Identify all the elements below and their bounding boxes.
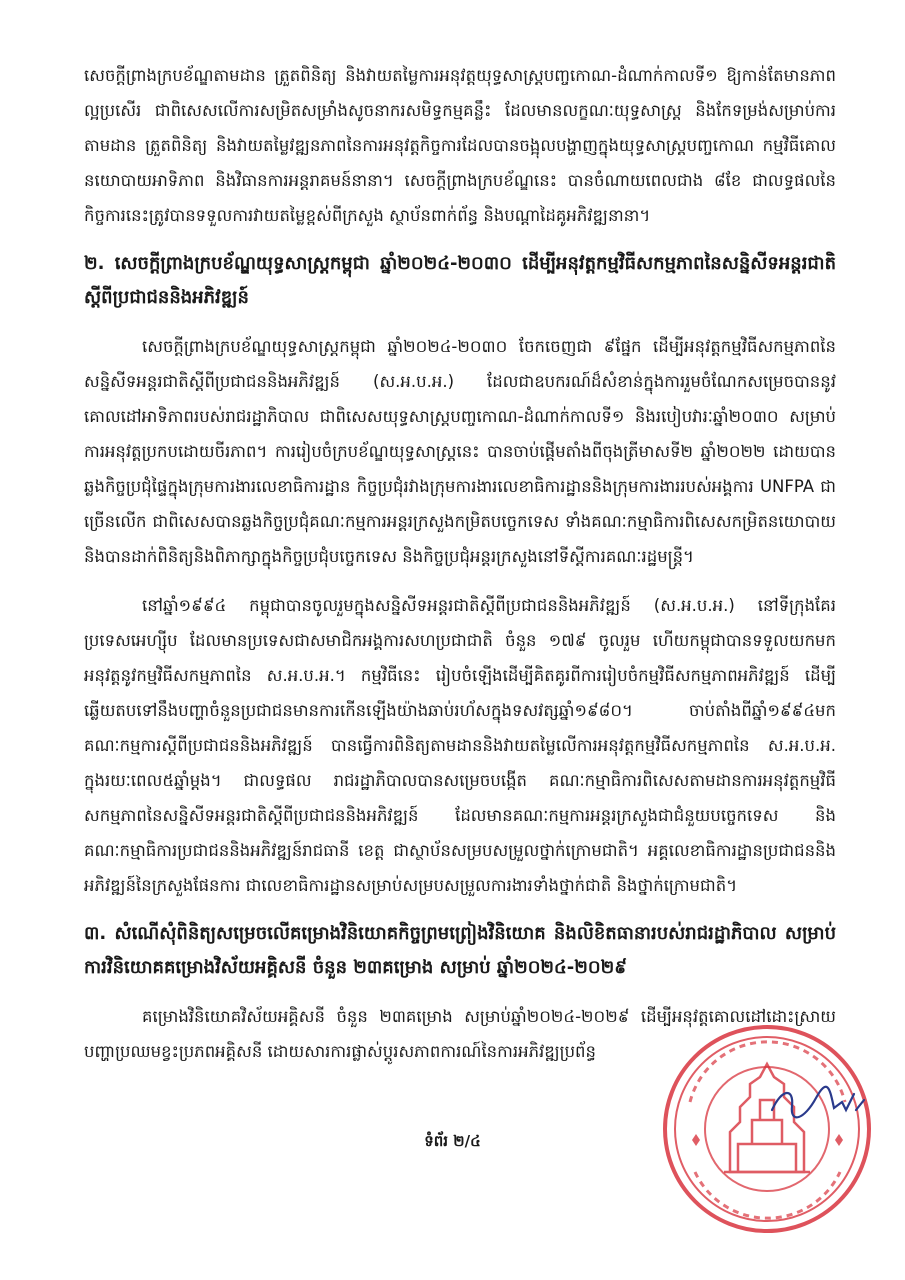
section-heading-3: ៣. សំណើសុំពិនិត្យសម្រេចលើគម្រោងវិនិយោគកិច្ចព្រមព្រៀងវិនិយោគ និងលិខិតធានារបស់រាជរដ្ឋាភិបាល សម្រាប់ការវិនិយោគគម្រោងវិស័យអគ្គិសនី ចំនួន ២៣គម្រោង សម្រាប់ ឆ្នាំ២០២៤-២០២៩ <box>84 923 836 978</box>
page-number: ទំព័រ ២/៤ <box>424 1132 481 1150</box>
paragraph-electricity-projects: គម្រោងវិនិយោគវិស័យអគ្គិសនី ចំនួន ២៣គម្រោង សម្រាប់ឆ្នាំ២០២៤-២០២៩ ដើម្បីអនុវត្តគោលដៅដោះស្រាយបញ្ហាប្រឈមខ្វះប្រភពអគ្គិសនី ដោយសារការផ្លាស់ប្តូរសភាពការណ៍នៃការអភិវឌ្ឍប្រព័ន្ធ <box>84 1007 836 1061</box>
paragraph-icpd-history: នៅឆ្នាំ១៩៩៤ កម្ពុជាបានចូលរួមក្នុងសន្និសីទអន្តរជាតិស្តីពីប្រជាជននិងអភិវឌ្ឍន៍ (ស.អ.ប.អ.) នៅទីក្រុងគែរ ប្រទេសអេហ្ស៊ីប ដែលមានប្រទេសជាសមាជិកអង្គការសហប្រជាជាតិ ចំនួន ១៧៩ ចូលរួម ហើយកម្ពុជាបានទទួលយកមកអនុវត្តនូវកម្មវិធីសកម្មភាពនៃ ស.អ.ប.អ.។ កម្មវិធីនេះ រៀបចំឡើងដើម្បីគិតគូរពីការរៀបចំកម្មវិធីសកម្មភាពអភិវឌ្ឍន៍ ដើម្បីឆ្លើយតបទៅនឹងបញ្ហាចំនួនប្រជាជនមានការកើនឡើងយ៉ាងឆាប់រហ័សក្នុងទសវត្សឆ្នាំ១៩៨០។ ចាប់តាំងពីឆ្នាំ១៩៩៤មក គណៈកម្មការស្តីពីប្រជាជននិងអភិវឌ្ឍន៍ បានធ្វើការពិនិត្យតាមដាននិងវាយតម្លៃលើការអនុវត្តកម្មវិធីសកម្មភាពនៃ ស.អ.ប.អ. ក្នុងរយៈពេល៥ឆ្នាំម្តង។ ជាលទ្ធផល រាជរដ្ឋាភិបាលបានសម្រេចបង្កើត គណៈកម្មាធិការពិសេសតាមដានការអនុវត្តកម្មវិធីសកម្មភាពនៃសន្និសីទអន្តរជាតិស្តីពីប្រជាជននិងអភិវឌ្ឍន៍ ដែលមានគណៈកម្មការអន្តរក្រសួងជាជំនួយបច្ចេកទេស និងគណៈកម្មាធិការប្រជាជននិងអភិវឌ្ឍន៍រាជធានី ខេត្ត ជាស្ថាប័នសម្របសម្រួលថ្នាក់ក្រោមជាតិ។ អគ្គលេខាធិការដ្ឋានប្រជាជននិងអភិវឌ្ឍន៍នៃក្រសួងផែនការ ជាលេខាធិការដ្ឋានសម្រាប់សម្របសម្រួលការងារទាំងថ្នាក់ជាតិ និងថ្នាក់ក្រោមជាតិ។ <box>84 596 836 895</box>
document-body <box>84 58 836 1083</box>
section-heading-2: ២. សេចក្តីព្រាងក្របខ័ណ្ឌយុទ្ធសាស្ត្រកម្ពុជា ឆ្នាំ២០២៤-២០៣០ ដើម្បីអនុវត្តកម្មវិធីសកម្មភាពនៃសន្និសីទអន្តរជាតិស្តីពីប្រជាជននិងអភិវឌ្ឍន៍ <box>84 253 836 308</box>
paragraph-framework-monitoring: សេចក្តីព្រាងក្របខ័ណ្ឌតាមដាន ត្រួតពិនិត្យ និងវាយតម្លៃការអនុវត្តយុទ្ធសាស្រ្តបញ្ចកោណ-ដំណាក់កាលទី១ ឱ្យកាន់តែមានភាពល្អប្រសើរ ជាពិសេសលើការសម្រិតសម្រាំងសូចនាករសមិទ្ធកម្មគន្លឹះ ដែលមានលក្ខណៈយុទ្ធសាស្ត្រ និងកែទម្រង់សម្រាប់ការតាមដាន ត្រួតពិនិត្យ និងវាយតម្លៃវឌ្ឍនភាពនៃការអនុវត្តកិច្ចការដែលបានចង្អុលបង្ហាញក្នុងយុទ្ធសាស្ត្របញ្ចកោណ កម្មវិធីគោលនយោបាយអាទិភាព និងវិធានការអន្តរាគមន៍នានា។ សេចក្តីព្រាងក្របខ័ណ្ឌនេះ បានចំណាយពេលជាង ៨ខែ ជាលទ្ធផលនៃកិច្ចការនេះត្រូវបានទទួលការវាយតម្លៃខ្ពស់ពីក្រសួង ស្ថាប័នពាក់ព័ន្ធ និងបណ្ដាដៃគូអភិវឌ្ឍនានា។ <box>84 66 836 225</box>
signature-icon <box>764 1080 874 1130</box>
paragraph-strategic-framework: សេចក្តីព្រាងក្របខ័ណ្ឌយុទ្ធសាស្ត្រកម្ពុជា ឆ្នាំ២០២៤-២០៣០ ចែកចេញជា ៩ផ្នែក ដើម្បីអនុវត្តកម្មវិធីសកម្មភាពនៃសន្និសីទអន្តរជាតិស្តីពីប្រជាជននិងអភិវឌ្ឍន៍ (ស.អ.ប.អ.) ដែលជាឧបករណ៍ដ៏សំខាន់ក្នុងការរួមចំណែកសម្រេចបាននូវគោលដៅអាទិភាពរបស់រាជរដ្ឋាភិបាល ជាពិសេសយុទ្ធសាស្ត្របញ្ចកោណ-ដំណាក់កាលទី១ និងរបៀបវារៈឆ្នាំ២០៣០ សម្រាប់ការអនុវត្តប្រកបដោយចីរភាព។ ការរៀបចំក្របខ័ណ្ឌយុទ្ធសាស្ត្រនេះ បានចាប់ផ្តើមតាំងពីចុងត្រីមាសទី២ ឆ្នាំ២០២២ ដោយបានឆ្លងកិច្ចប្រជុំផ្ទៃក្នុងក្រុមការងារលេខាធិការដ្ឋាន កិច្ចប្រជុំរវាងក្រុមការងារលេខាធិការដ្ឋាននិងក្រុមការងាររបស់អង្គការ UNFPA ជាច្រើនលើក ជាពិសេសបានឆ្លងកិច្ចប្រជុំគណៈកម្មការអន្តរក្រសួងកម្រិតបច្ចេកទេស ទាំងគណៈកម្មាធិការពិសេសកម្រិតនយោបាយ និងបានដាក់ពិនិត្យនិងពិភាក្សាក្នុងកិច្ចប្រជុំបច្ចេកទេស និងកិច្ចប្រជុំអន្តរក្រសួងនៅទីស្តីការគណៈរដ្ឋមន្ត្រី។ <box>84 337 836 566</box>
